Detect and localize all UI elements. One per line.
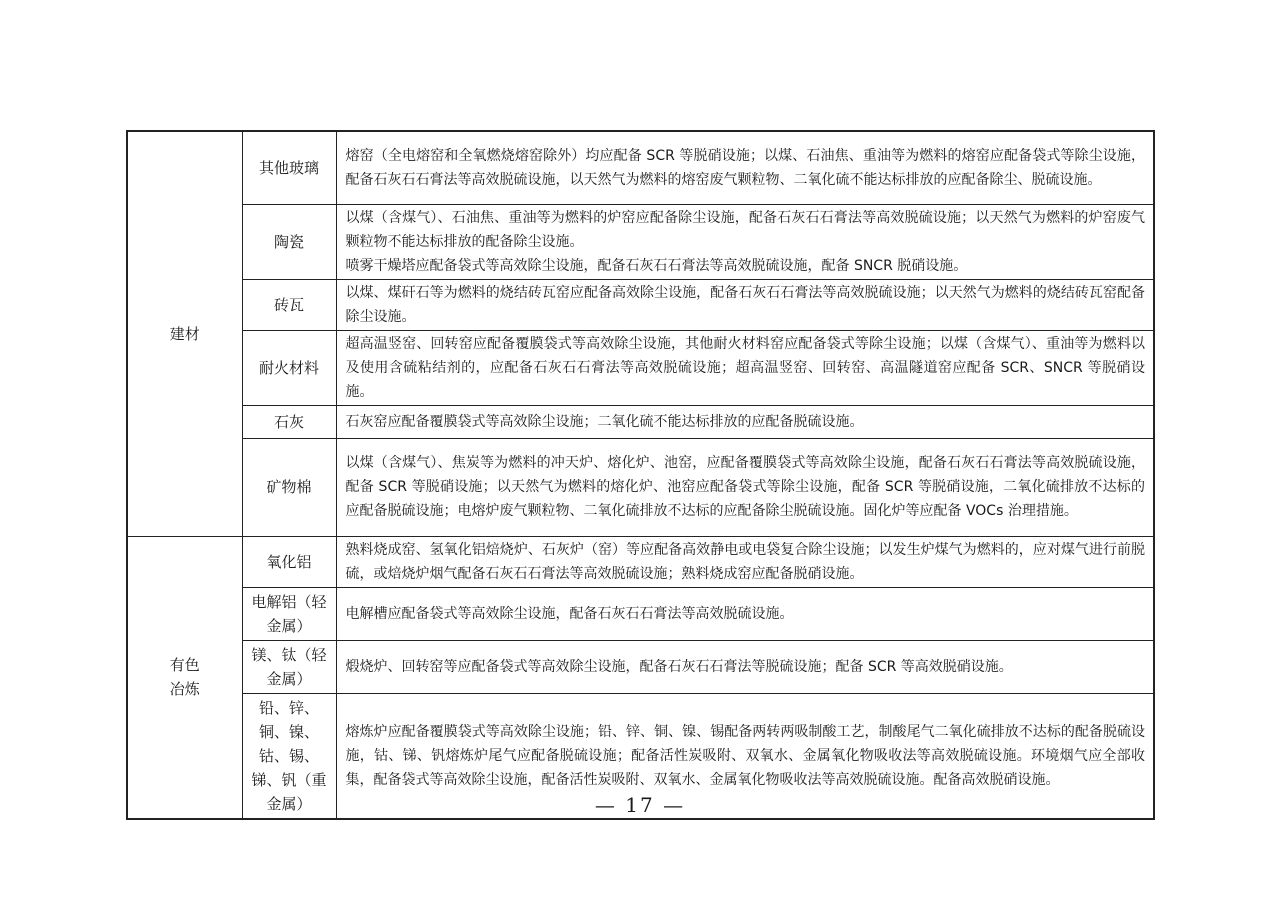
requirement-cell: 煅烧炉、回转窑等应配备袋式等高效除尘设施，配备石灰石石膏法等脱硫设施；配备 SCR 等高效脱硝设施。: [336, 640, 1154, 693]
subcategory-cell: 陶瓷: [242, 204, 336, 279]
subcategory-cell: 氧化铝: [242, 536, 336, 587]
table-row: [127, 438, 1154, 536]
table-row: [127, 587, 1154, 640]
requirement-cell: 熟料烧成窑、氢氧化铝焙烧炉、石灰炉（窑）等应配备高效静电或电袋复合除尘设施；以发生炉煤气为燃料的，应对煤气进行前脱硫，或焙烧炉烟气配备石灰石石膏法等高效脱硫设施；熟料烧成窑应配备脱硝设施。: [336, 536, 1154, 587]
subcategory-cell: 镁、钛（轻金属）: [242, 640, 336, 693]
table-row: [127, 204, 1154, 279]
subcategory-cell: 砖瓦: [242, 279, 336, 330]
requirement-cell: 以煤（含煤气）、石油焦、重油等为燃料的炉窑应配备除尘设施，配备石灰石石膏法等高效脱硫设施；以天然气为燃料的炉窑废气颗粒物不能达标排放的配备除尘设施。 喷雾干燥塔应配备袋式等高效除尘设施，配备石灰石石膏法等高效脱硫设施，配备 SNCR 脱硝设施。: [336, 204, 1154, 279]
requirement-cell: 石灰窑应配备覆膜袋式等高效除尘设施；二氧化硫不能达标排放的应配备脱硫设施。: [336, 405, 1154, 438]
subcategory-cell: 铅、锌、铜、镍、钴、锡、锑、钒（重金属）: [242, 693, 336, 819]
requirement-cell: 熔炼炉应配备覆膜袋式等高效除尘设施；铅、锌、铜、镍、锡配备两转两吸制酸工艺，制酸尾气二氧化硫排放不达标的配备脱硫设施，钴、锑、钒熔炼炉尾气应配备脱硫设施；配备活性炭吸附、双氧水、金属氧化物吸收法等高效脱硫设施。环境烟气应全部收集，配备袋式等高效除尘设施，配备活性炭吸附、双氧水、金属氧化物吸收法等高效脱硫设施。配备高效脱硝设施。: [336, 693, 1154, 819]
table-row: [127, 405, 1154, 438]
table-row: [127, 640, 1154, 693]
requirement-cell: 以煤、煤矸石等为燃料的烧结砖瓦窑应配备高效除尘设施，配备石灰石石膏法等高效脱硫设施；以天然气为燃料的烧结砖瓦窑配备除尘设施。: [336, 279, 1154, 330]
table-row: [127, 536, 1154, 587]
category-jiancai: 建材: [127, 131, 242, 536]
category-youse: 有色 冶炼: [127, 536, 242, 819]
subcategory-cell: 石灰: [242, 405, 336, 438]
requirement-cell: 电解槽应配备袋式等高效除尘设施，配备石灰石石膏法等高效脱硫设施。: [336, 587, 1154, 640]
table-row: [127, 279, 1154, 330]
subcategory-cell: 耐火材料: [242, 330, 336, 405]
subcategory-cell: 其他玻璃: [242, 131, 336, 204]
requirement-cell: 以煤（含煤气）、焦炭等为燃料的冲天炉、熔化炉、池窑，应配备覆膜袋式等高效除尘设施，配备石灰石石膏法等高效脱硫设施，配备 SCR 等脱硝设施；以天然气为燃料的熔化炉、池窑应配备袋式等除尘设施，配备 SCR 等脱硝设施，二氧化硫排放不达标的应配备脱硫设施；电熔炉废气颗粒物、二氧化硫排放不达标的应配备除尘脱硫设施。固化炉等应配备 VOCs 治理措施。: [336, 438, 1154, 536]
table-row: [127, 131, 1154, 204]
page-number: — 17 —: [594, 793, 686, 817]
subcategory-cell: 矿物棉: [242, 438, 336, 536]
subcategory-cell: 电解铝（轻金属）: [242, 587, 336, 640]
emission-control-table: [126, 130, 1155, 820]
requirement-cell: 熔窑（全电熔窑和全氧燃烧熔窑除外）均应配备 SCR 等脱硝设施；以煤、石油焦、重油等为燃料的熔窑应配备袋式等除尘设施，配备石灰石石膏法等高效脱硫设施，以天然气为燃料的熔窑废气颗粒物、二氧化硫不能达标排放的应配备除尘、脱硫设施。: [336, 131, 1154, 204]
requirement-cell: 超高温竖窑、回转窑应配备覆膜袋式等高效除尘设施，其他耐火材料窑应配备袋式等除尘设施；以煤（含煤气）、重油等为燃料以及使用含硫粘结剂的，应配备石灰石石膏法等高效脱硫设施；超高温竖窑、回转窑、高温隧道窑应配备 SCR、SNCR 等脱硝设施。: [336, 330, 1154, 405]
table-row: [127, 330, 1154, 405]
